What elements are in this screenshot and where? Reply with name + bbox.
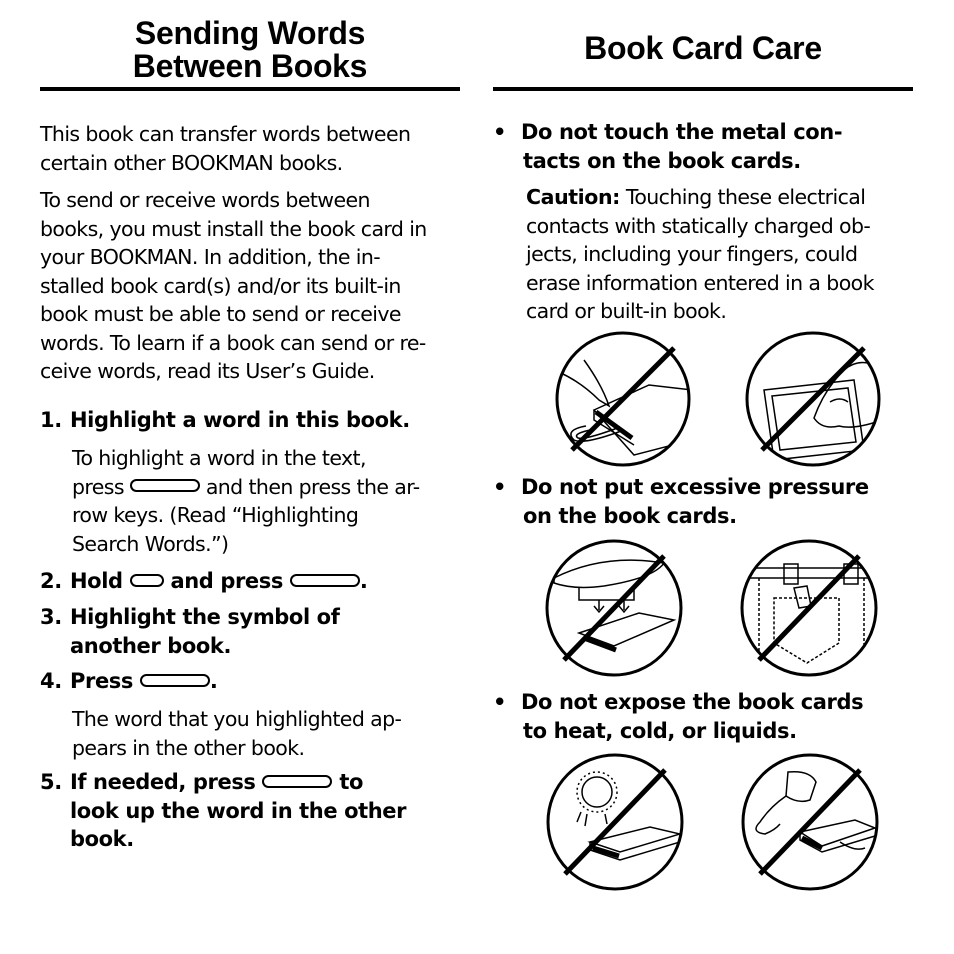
step-3: [40, 603, 460, 660]
heading-rule-left: [40, 87, 460, 91]
step-text: to: [339, 770, 364, 794]
no-touch-finger-illustration: [554, 330, 692, 468]
text-line: to heat, cold, or liquids.: [523, 718, 797, 743]
step-text: If needed, press: [70, 770, 256, 794]
step-number: 5.: [40, 770, 62, 794]
key-symbol: [130, 574, 164, 587]
text-line: [40, 603, 460, 632]
caution-label: Caution:: [526, 185, 620, 209]
text-line: card or built-in book.: [526, 299, 727, 323]
text-line: stalled book card(s) and/or its built-in: [40, 273, 401, 298]
section-title-sending-words: [40, 17, 460, 83]
step-4: [40, 667, 218, 696]
step-5: [40, 768, 470, 854]
heading-line: Book Card Care: [584, 30, 822, 66]
heading-line: Sending Words: [134, 15, 366, 51]
no-pressure-pocket-illustration: [739, 538, 879, 678]
step-1-detail: [72, 444, 472, 558]
text-fragment: Touching these electrical: [625, 185, 866, 209]
text-line: book must be able to send or receive: [40, 302, 401, 326]
no-pressure-press-illustration: [544, 538, 684, 678]
bullet: •: [493, 120, 507, 144]
text-fragment: press: [72, 474, 124, 499]
text-line: [72, 473, 472, 502]
text-line: on the book cards.: [523, 503, 737, 528]
text-line: another book.: [70, 633, 232, 658]
heading-line: Between Books: [132, 48, 368, 84]
no-heat-sun-illustration: [545, 752, 685, 892]
text-line: Do not put excessive pressure: [521, 475, 869, 499]
text-line: ceive words, read its User’s Guide.: [40, 359, 375, 383]
text-line: tacts on the book cards.: [523, 148, 801, 173]
care-item-2: [493, 473, 923, 530]
heading-rule-right: [493, 87, 913, 91]
step-text: Highlight a word in this book.: [70, 408, 410, 432]
step-1: [40, 406, 410, 435]
text-line: Search Words.”): [72, 531, 229, 556]
text-line: This book can transfer words between: [40, 122, 411, 146]
no-touch-thumb-illustration: [744, 330, 882, 468]
key-symbol: [262, 775, 332, 788]
text-line: row keys. (Read “Highlighting: [72, 503, 359, 527]
intro-paragraph-2: [40, 186, 470, 386]
step-number: 2.: [40, 569, 62, 593]
step-2: [40, 567, 367, 596]
care-item-1: [493, 118, 923, 175]
text-line: books, you must install the book card in: [40, 216, 427, 241]
text-line: erase information entered in a book: [526, 270, 874, 295]
bullet: •: [493, 690, 507, 714]
intro-paragraph-1: [40, 120, 470, 177]
text-line: [526, 183, 926, 212]
text-line: To send or receive words between: [40, 188, 370, 212]
text-line: Do not expose the book cards: [521, 690, 864, 714]
care-item-3: [493, 688, 923, 745]
text-line: To highlight a word in the text,: [72, 446, 366, 470]
text-line: The word that you highlighted ap-: [72, 707, 402, 731]
text-line: jects, including your fingers, could: [526, 242, 858, 266]
text-line: look up the word in the other: [70, 798, 407, 823]
step-number: 1.: [40, 408, 62, 432]
step-number: 3.: [40, 605, 62, 629]
key-symbol: [130, 479, 200, 492]
text-line: certain other BOOKMAN books.: [40, 150, 343, 175]
text-line: Do not touch the metal con-: [521, 120, 843, 144]
key-symbol: [140, 674, 210, 687]
text-line: your BOOKMAN. In addition, the in-: [40, 245, 381, 269]
key-symbol: [290, 574, 360, 587]
step-text: .: [359, 569, 368, 593]
bullet: •: [493, 475, 507, 499]
step-4-detail: [72, 705, 472, 762]
text-fragment: and then press the ar-: [205, 474, 420, 499]
step-number: 4.: [40, 669, 62, 693]
no-liquid-spill-illustration: [740, 752, 880, 892]
step-text: Press: [70, 669, 133, 693]
caution-paragraph: [526, 183, 926, 326]
section-title-book-card-care: [493, 32, 913, 65]
step-text: Highlight the symbol of: [70, 605, 340, 629]
step-text: Hold: [70, 569, 123, 593]
text-line: words. To learn if a book can send or re-: [40, 330, 426, 355]
step-text: .: [209, 669, 218, 693]
text-line: pears in the other book.: [72, 735, 305, 760]
text-line: contacts with statically charged ob-: [526, 213, 871, 238]
step-text: and press: [170, 569, 283, 593]
text-line: [40, 768, 470, 797]
text-line: book.: [70, 827, 134, 851]
